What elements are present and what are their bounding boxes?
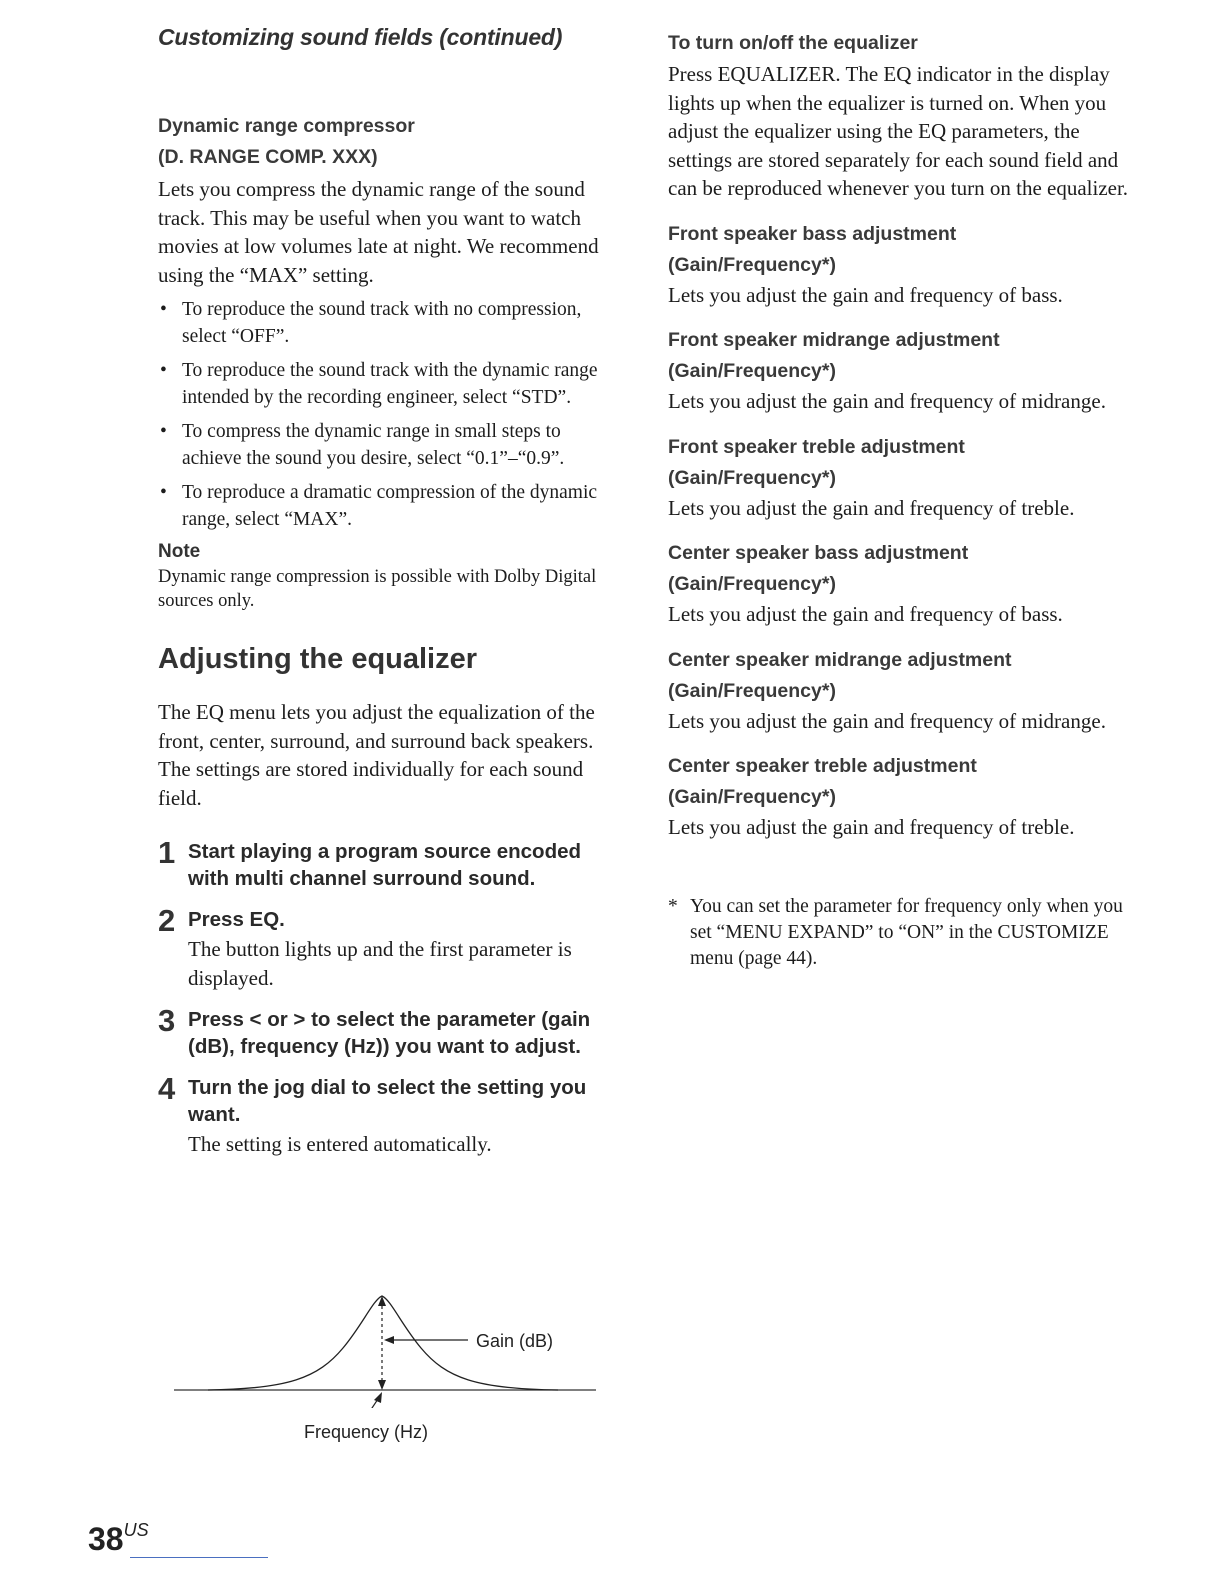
- param-heading-line1: Center speaker midrange adjustment: [668, 648, 1012, 671]
- section-title: Adjusting the equalizer: [158, 643, 478, 675]
- param-heading-line1: Center speaker treble adjustment: [668, 755, 977, 777]
- bullet-text: To reproduce the sound track with the dynamic range intended by the recording engineer, select “STD”.: [182, 360, 598, 408]
- list-item: [158, 419, 623, 472]
- param-heading-line2: (Gain/Frequency*): [668, 573, 836, 595]
- param-block: [668, 645, 1138, 736]
- step-3: [158, 1003, 623, 1060]
- left-column: [158, 24, 623, 1159]
- step-1: [158, 835, 623, 892]
- drc-heading-line2: (D. RANGE COMP. XXX): [158, 146, 378, 168]
- bullet-icon: •: [160, 421, 167, 442]
- drc-section: [158, 111, 623, 613]
- bullet-icon: •: [160, 360, 167, 381]
- param-block: [668, 432, 1138, 523]
- param-block: [668, 751, 1138, 842]
- page-number-value: 38: [88, 1521, 124, 1557]
- param-block: [668, 325, 1138, 416]
- param-heading-line1: Front speaker bass adjustment: [668, 222, 957, 245]
- step-number: 2: [158, 903, 176, 938]
- drc-heading-line1: Dynamic range compressor: [158, 115, 415, 137]
- param-block: [668, 538, 1138, 629]
- step-4: [158, 1071, 623, 1159]
- list-item: [158, 358, 623, 411]
- eq-curve-figure: [168, 1288, 608, 1458]
- page-number-suffix: US: [123, 1520, 149, 1540]
- param-heading-line1: Front speaker midrange adjustment: [668, 329, 1000, 351]
- note-heading: Note: [158, 541, 201, 562]
- bullet-text: To compress the dynamic range in small steps to achieve the sound you desire, select “0.1”–“0.9”.: [182, 421, 565, 469]
- param-body: Lets you adjust the gain and frequency of midrange.: [668, 389, 1106, 413]
- param-body: Lets you adjust the gain and frequency of treble.: [668, 815, 1075, 839]
- equalizer-intro: The EQ menu lets you adjust the equalization of the front, center, surround, and surround back speakers. The settings are stored individually for each sound field.: [158, 700, 595, 810]
- drc-intro: Lets you compress the dynamic range of the sound track. This may be useful when you want to watch movies at low volumes late at night. We recommend using the “MAX” setting.: [158, 177, 599, 287]
- param-body: Lets you adjust the gain and frequency of bass.: [668, 282, 1063, 307]
- bullet-icon: •: [160, 299, 167, 320]
- bullet-icon: •: [160, 482, 167, 503]
- frequency-label: Frequency (Hz): [304, 1422, 429, 1442]
- footnote-paragraph: [668, 894, 1138, 972]
- equalizer-section: [158, 643, 623, 1159]
- step-title: Press < or > to select the parameter (gain (dB), frequency (Hz)) you want to adjust.: [188, 1008, 591, 1058]
- page-number: [88, 1520, 149, 1558]
- param-heading-line2: (Gain/Frequency*): [668, 360, 836, 382]
- step-description: The setting is entered automatically.: [188, 1132, 492, 1156]
- param-heading-line2: (Gain/Frequency*): [668, 679, 836, 702]
- param-heading-line2: (Gain/Frequency*): [668, 786, 836, 808]
- param-block: [668, 219, 1138, 310]
- param-heading-line2: (Gain/Frequency*): [668, 253, 836, 276]
- param-body: Lets you adjust the gain and frequency of midrange.: [668, 708, 1106, 733]
- list-item: [158, 297, 623, 350]
- step-title: Start playing a program source encoded with multi channel surround sound.: [188, 840, 582, 890]
- onoff-body: Press EQUALIZER. The EQ indicator in the display lights up when the equalizer is turned on. When you adjust the equalizer using the EQ parameters, the settings are stored separately for each sound field and can be reproduced whenever you turn on the equalizer.: [668, 62, 1129, 200]
- eq-onoff-section: [668, 28, 1138, 203]
- running-head: Customizing sound fields (continued): [158, 24, 563, 50]
- bullet-text: To reproduce a dramatic compression of the dynamic range, select “MAX”.: [182, 482, 598, 530]
- step-description: The button lights up and the first parameter is displayed.: [188, 937, 572, 990]
- step-number: 4: [158, 1071, 176, 1106]
- footnote-text: You can set the parameter for frequency only when you set “MENU EXPAND” to “ON” in the CUSTOMIZE menu (page 44).: [690, 895, 1123, 969]
- step-2: [158, 903, 623, 992]
- param-heading-line2: (Gain/Frequency*): [668, 466, 836, 489]
- footnote: [668, 894, 1138, 972]
- param-body: Lets you adjust the gain and frequency of bass.: [668, 602, 1063, 626]
- gain-label: Gain (dB): [476, 1331, 554, 1351]
- step-number: 3: [158, 1003, 176, 1038]
- arrow-left-icon: [384, 1336, 394, 1344]
- step-title: Press EQ.: [188, 908, 285, 931]
- param-heading-line1: Center speaker bass adjustment: [668, 542, 969, 564]
- arrow-up-right-icon: [374, 1392, 382, 1403]
- right-column: [668, 28, 1138, 972]
- param-body: Lets you adjust the gain and frequency of treble.: [668, 495, 1075, 520]
- list-item: [158, 480, 623, 533]
- footnote-mark: *: [668, 895, 678, 917]
- bullet-text: To reproduce the sound track with no compression, select “OFF”.: [182, 299, 582, 347]
- onoff-heading: To turn on/off the equalizer: [668, 32, 918, 54]
- step-title: Turn the jog dial to select the setting you want.: [188, 1076, 587, 1126]
- page-rule: [130, 1557, 268, 1558]
- note-text: Dynamic range compression is possible with Dolby Digital sources only.: [158, 567, 597, 611]
- param-heading-line1: Front speaker treble adjustment: [668, 435, 965, 458]
- drc-bullet-list: [158, 297, 623, 533]
- step-number: 1: [158, 835, 176, 870]
- arrow-down-icon: [378, 1380, 386, 1390]
